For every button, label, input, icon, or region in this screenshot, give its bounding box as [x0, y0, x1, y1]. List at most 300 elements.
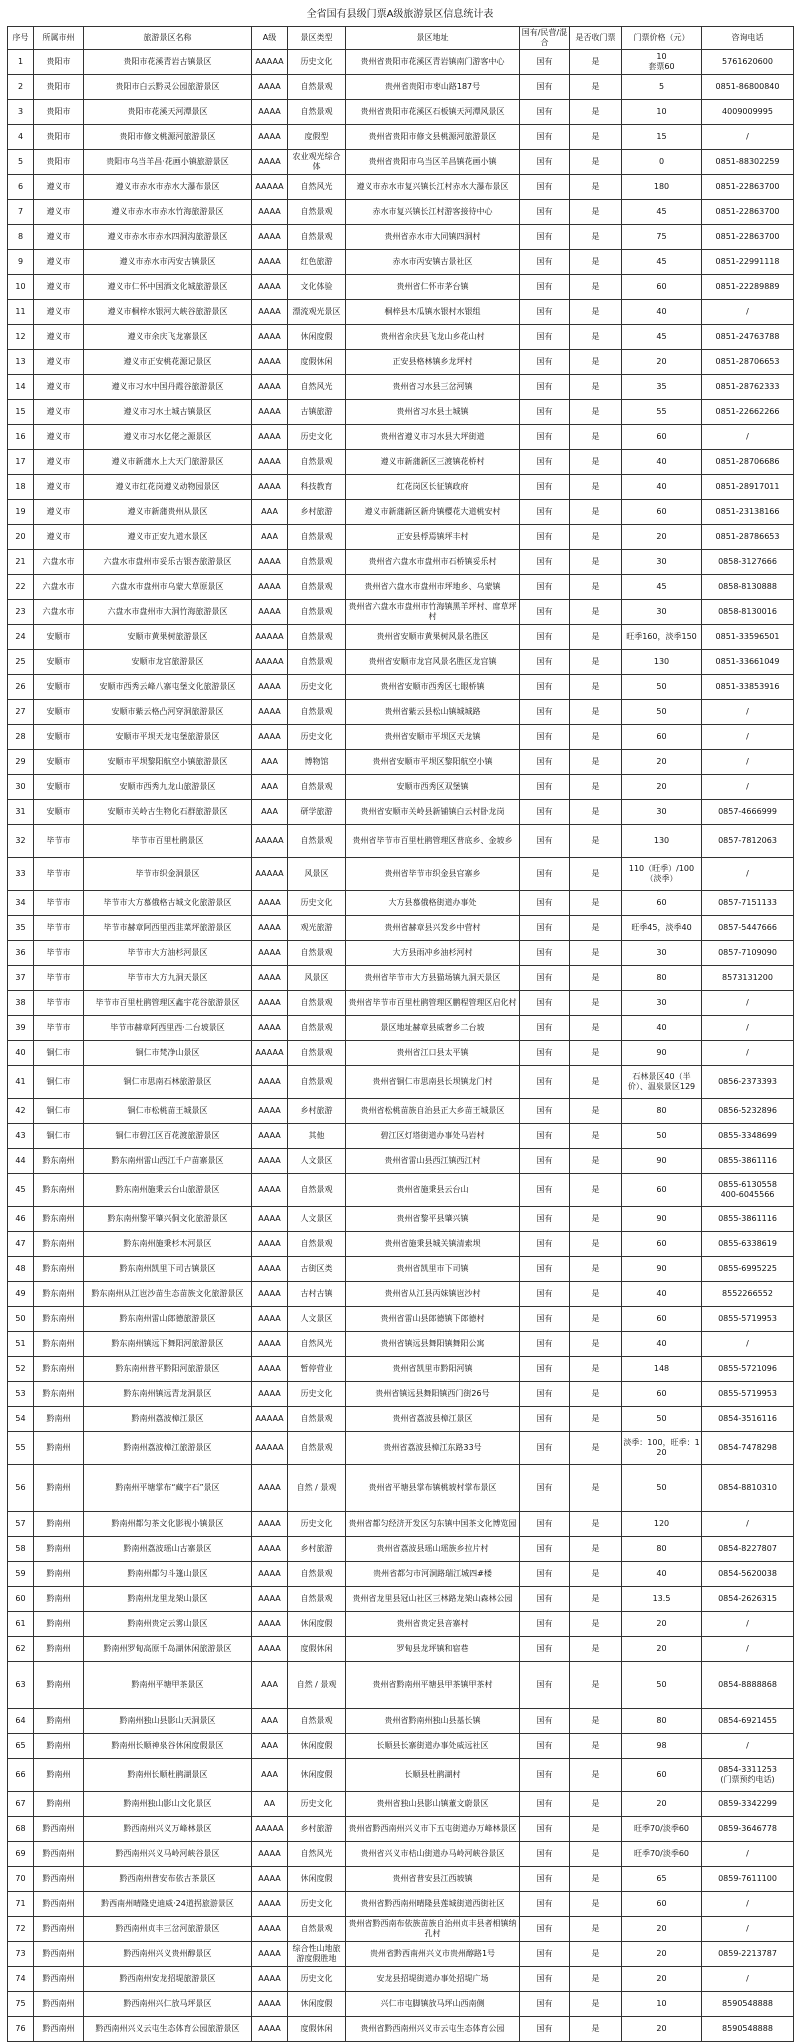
cell-col-grade: AAAA [252, 1357, 288, 1382]
cell-col-index: 41 [8, 1066, 34, 1099]
cell-col-type: 古村古镇 [288, 1282, 346, 1307]
cell-col-phone: 0855-5719953 [702, 1382, 794, 1407]
cell-col-index: 47 [8, 1232, 34, 1257]
cell-col-ticketed: 是 [570, 500, 622, 525]
table-row [8, 1282, 794, 1307]
cell-col-ownership: 国有 [520, 1817, 570, 1842]
cell-col-ticketed: 是 [570, 1357, 622, 1382]
cell-col-name: 黔南州都匀茶文化影视小镇景区 [84, 1512, 252, 1537]
cell-col-city: 黔西南州 [34, 1892, 84, 1917]
cell-col-name: 铜仁市梵净山景区 [84, 1041, 252, 1066]
cell-col-type: 历史文化 [288, 1892, 346, 1917]
cell-col-price: 20 [622, 2017, 702, 2042]
cell-col-city: 黔南州 [34, 1637, 84, 1662]
cell-col-price: 130 [622, 650, 702, 675]
cell-col-city: 安顺市 [34, 800, 84, 825]
cell-col-type: 自然景观 [288, 941, 346, 966]
cell-col-type: 自然景观 [288, 1232, 346, 1257]
cell-col-name: 贵阳市花溪天河潭景区 [84, 100, 252, 125]
cell-col-grade: AAAA [252, 891, 288, 916]
cell-col-index: 45 [8, 1174, 34, 1207]
cell-col-type: 自然景观 [288, 1016, 346, 1041]
table-row [8, 350, 794, 375]
cell-col-price: 50 [622, 1124, 702, 1149]
cell-col-grade: AAAA [252, 1465, 288, 1512]
cell-col-price: 45 [622, 325, 702, 350]
cell-col-type: 度假型 [288, 125, 346, 150]
cell-col-phone: 8573131200 [702, 966, 794, 991]
cell-col-city: 毕节市 [34, 858, 84, 891]
table-row [8, 450, 794, 475]
cell-col-price: 50 [622, 1407, 702, 1432]
cell-col-ticketed: 是 [570, 1662, 622, 1709]
cell-col-grade: AAAA [252, 225, 288, 250]
cell-col-index: 21 [8, 550, 34, 575]
cell-col-ticketed: 是 [570, 1612, 622, 1637]
scenic-area-table [7, 26, 794, 2042]
cell-col-address: 贵州省雷山县郎德镇下郎德村 [346, 1307, 520, 1332]
cell-col-city: 遵义市 [34, 250, 84, 275]
cell-col-name: 安顺市龙宫旅游景区 [84, 650, 252, 675]
cell-col-price: 30 [622, 800, 702, 825]
cell-col-grade: AAAA [252, 475, 288, 500]
cell-col-phone: 4009009995 [702, 100, 794, 125]
cell-col-grade: AAAAA [252, 1432, 288, 1465]
cell-col-ownership: 国有 [520, 1066, 570, 1099]
cell-col-name: 毕节市大方油杉河景区 [84, 941, 252, 966]
cell-col-grade: AAAA [252, 1967, 288, 1992]
cell-col-phone: / [702, 1734, 794, 1759]
cell-col-price: 148 [622, 1357, 702, 1382]
cell-col-price: 60 [622, 891, 702, 916]
cell-col-index: 67 [8, 1792, 34, 1817]
cell-col-ticketed: 是 [570, 1016, 622, 1041]
cell-col-grade: AAAAA [252, 1817, 288, 1842]
cell-col-type: 古街区类 [288, 1257, 346, 1282]
cell-col-name: 黔西南州兴义万峰林景区 [84, 1817, 252, 1842]
cell-col-price: 20 [622, 1612, 702, 1637]
cell-col-grade: AAAA [252, 1149, 288, 1174]
table-row [8, 858, 794, 891]
cell-col-ticketed: 是 [570, 350, 622, 375]
cell-col-type: 自然风光 [288, 1842, 346, 1867]
table-row [8, 1232, 794, 1257]
cell-col-type: 度假休闲 [288, 1637, 346, 1662]
cell-col-index: 14 [8, 375, 34, 400]
cell-col-address: 贵州省黔西南布依族苗族自治州贞丰县者相镇纳孔村 [346, 1917, 520, 1942]
table-row [8, 250, 794, 275]
cell-col-address: 正安县桴焉镇坪丰村 [346, 525, 520, 550]
cell-col-address: 正安县格林镇乡龙坪村 [346, 350, 520, 375]
cell-col-grade: AAAA [252, 1842, 288, 1867]
cell-col-phone: 8590548888 [702, 1992, 794, 2017]
cell-col-name: 黔东南州镇远青龙洞景区 [84, 1382, 252, 1407]
cell-col-ownership: 国有 [520, 1282, 570, 1307]
cell-col-phone: 0851-28706686 [702, 450, 794, 475]
cell-col-phone: / [702, 1041, 794, 1066]
cell-col-city: 黔南州 [34, 1734, 84, 1759]
cell-col-ownership: 国有 [520, 1232, 570, 1257]
cell-col-index: 72 [8, 1917, 34, 1942]
cell-col-phone: 5761620600 [702, 50, 794, 75]
cell-col-grade: AAAA [252, 1867, 288, 1892]
table-row [8, 966, 794, 991]
cell-col-ownership: 国有 [520, 1792, 570, 1817]
cell-col-ticketed: 是 [570, 1817, 622, 1842]
cell-col-index: 74 [8, 1967, 34, 1992]
cell-col-city: 黔南州 [34, 1662, 84, 1709]
cell-col-name: 黔南州荔波瑶山古寨景区 [84, 1537, 252, 1562]
cell-col-name: 黔西南州安龙招堤旅游景区 [84, 1967, 252, 1992]
cell-col-index: 16 [8, 425, 34, 450]
cell-col-type: 自然景观 [288, 1041, 346, 1066]
cell-col-city: 安顺市 [34, 700, 84, 725]
table-row [8, 1759, 794, 1792]
cell-col-phone: 8552266552 [702, 1282, 794, 1307]
cell-col-phone: 0857-7151133 [702, 891, 794, 916]
cell-col-ticketed: 是 [570, 1066, 622, 1099]
cell-col-index: 38 [8, 991, 34, 1016]
cell-col-type: 历史文化 [288, 1792, 346, 1817]
cell-col-ownership: 国有 [520, 425, 570, 450]
cell-col-grade: AAAA [252, 1537, 288, 1562]
cell-col-index: 73 [8, 1942, 34, 1967]
cell-col-type: 历史文化 [288, 50, 346, 75]
cell-col-grade: AAAA [252, 600, 288, 625]
cell-col-price: 旺季70/淡季60 [622, 1817, 702, 1842]
cell-col-city: 安顺市 [34, 725, 84, 750]
cell-col-address: 贵州省黔西南州兴义市贵州醇路1号 [346, 1942, 520, 1967]
cell-col-price: 60 [622, 1382, 702, 1407]
cell-col-ticketed: 是 [570, 1282, 622, 1307]
header-col-name: 旅游景区名称 [84, 27, 252, 50]
cell-col-name: 贵阳市白云黔灵公园旅游景区 [84, 75, 252, 100]
cell-col-grade: AAAA [252, 100, 288, 125]
table-row [8, 916, 794, 941]
cell-col-address: 贵州省兴义市桔山街道办马岭河峡谷景区 [346, 1842, 520, 1867]
cell-col-price: 0 [622, 150, 702, 175]
cell-col-type: 休闲度假 [288, 325, 346, 350]
cell-col-city: 遵义市 [34, 275, 84, 300]
cell-col-ownership: 国有 [520, 1537, 570, 1562]
header-col-ownership: 国有/民营/混合 [520, 27, 570, 50]
table-row [8, 1041, 794, 1066]
cell-col-ticketed: 是 [570, 775, 622, 800]
cell-col-grade: AAAA [252, 425, 288, 450]
cell-col-address: 长顺县杜鹃湖村 [346, 1759, 520, 1792]
cell-col-name: 黔东南州雷山郎德旅游景区 [84, 1307, 252, 1332]
cell-col-ticketed: 是 [570, 825, 622, 858]
cell-col-ownership: 国有 [520, 400, 570, 425]
cell-col-index: 20 [8, 525, 34, 550]
table-row [8, 1892, 794, 1917]
cell-col-address: 贵州省镇远县舞阳镇西门街26号 [346, 1382, 520, 1407]
cell-col-phone: / [702, 425, 794, 450]
table-row [8, 550, 794, 575]
cell-col-price: 35 [622, 375, 702, 400]
cell-col-price: 20 [622, 1942, 702, 1967]
cell-col-address: 贵州省荔波县樟江东路33号 [346, 1432, 520, 1465]
document [7, 0, 793, 2042]
cell-col-ownership: 国有 [520, 1892, 570, 1917]
cell-col-ownership: 国有 [520, 1867, 570, 1892]
cell-col-ownership: 国有 [520, 225, 570, 250]
table-row [8, 200, 794, 225]
cell-col-name: 遵义市仁怀中国酒文化城旅游景区 [84, 275, 252, 300]
table-row [8, 300, 794, 325]
table-row [8, 1099, 794, 1124]
cell-col-name: 黔南州荔波樟江景区 [84, 1407, 252, 1432]
cell-col-ticketed: 是 [570, 525, 622, 550]
cell-col-type: 自然景观 [288, 700, 346, 725]
cell-col-address: 景区地址赫章县威奢乡二台坡 [346, 1016, 520, 1041]
cell-col-name: 遵义市正安九道水景区 [84, 525, 252, 550]
cell-col-ticketed: 是 [570, 100, 622, 125]
cell-col-city: 安顺市 [34, 675, 84, 700]
cell-col-price: 90 [622, 1257, 702, 1282]
cell-col-index: 1 [8, 50, 34, 75]
cell-col-city: 黔南州 [34, 1537, 84, 1562]
cell-col-grade: AAA [252, 1759, 288, 1792]
cell-col-index: 10 [8, 275, 34, 300]
cell-col-index: 57 [8, 1512, 34, 1537]
cell-col-address: 遵义市赤水市复兴镇长江村赤水大瀑布景区 [346, 175, 520, 200]
cell-col-price: 60 [622, 1307, 702, 1332]
cell-col-type: 历史文化 [288, 675, 346, 700]
cell-col-city: 黔南州 [34, 1465, 84, 1512]
cell-col-city: 黔西南州 [34, 1942, 84, 1967]
cell-col-index: 30 [8, 775, 34, 800]
cell-col-ticketed: 是 [570, 475, 622, 500]
cell-col-type: 历史文化 [288, 1967, 346, 1992]
cell-col-address: 罗甸县龙坪镇和宿巷 [346, 1637, 520, 1662]
cell-col-phone: 0855-5719953 [702, 1307, 794, 1332]
cell-col-phone: / [702, 750, 794, 775]
cell-col-index: 11 [8, 300, 34, 325]
cell-col-name: 遵义市赤水市赤水四洞沟旅游景区 [84, 225, 252, 250]
cell-col-price: 30 [622, 600, 702, 625]
cell-col-index: 7 [8, 200, 34, 225]
cell-col-type: 自然景观 [288, 1587, 346, 1612]
cell-col-ownership: 国有 [520, 725, 570, 750]
cell-col-ticketed: 是 [570, 300, 622, 325]
cell-col-city: 黔东南州 [34, 1307, 84, 1332]
cell-col-grade: AAA [252, 500, 288, 525]
cell-col-address: 贵州省仁怀市茅台镇 [346, 275, 520, 300]
cell-col-price: 10 套票60 [622, 50, 702, 75]
cell-col-type: 历史文化 [288, 725, 346, 750]
cell-col-city: 遵义市 [34, 525, 84, 550]
cell-col-grade: AAAA [252, 1307, 288, 1332]
cell-col-grade: AAA [252, 750, 288, 775]
cell-col-type: 自然景观 [288, 600, 346, 625]
cell-col-name: 黔南州都匀斗篷山景区 [84, 1562, 252, 1587]
cell-col-grade: AAAA [252, 1612, 288, 1637]
table-row [8, 1537, 794, 1562]
table-row [8, 1357, 794, 1382]
cell-col-ticketed: 是 [570, 1257, 622, 1282]
cell-col-index: 5 [8, 150, 34, 175]
cell-col-ownership: 国有 [520, 75, 570, 100]
cell-col-type: 红色旅游 [288, 250, 346, 275]
table-row [8, 1992, 794, 2017]
cell-col-type: 自然风光 [288, 1332, 346, 1357]
cell-col-phone: 0856-2373393 [702, 1066, 794, 1099]
cell-col-city: 毕节市 [34, 1016, 84, 1041]
cell-col-phone: 0854-5620038 [702, 1562, 794, 1587]
table-row [8, 375, 794, 400]
cell-col-ownership: 国有 [520, 1357, 570, 1382]
cell-col-type: 自然景观 [288, 450, 346, 475]
cell-col-name: 黔东南州凯里下司古镇景区 [84, 1257, 252, 1282]
cell-col-price: 50 [622, 1465, 702, 1512]
cell-col-grade: AAAA [252, 1992, 288, 2017]
cell-col-index: 31 [8, 800, 34, 825]
cell-col-name: 黔东南州镇远下舞阳河旅游景区 [84, 1332, 252, 1357]
cell-col-address: 贵州省安顺市平坝区黎阳航空小镇 [346, 750, 520, 775]
cell-col-price: 20 [622, 775, 702, 800]
cell-col-address: 贵州省赤水市大同镇四洞村 [346, 225, 520, 250]
cell-col-index: 69 [8, 1842, 34, 1867]
cell-col-type: 休闲度假 [288, 1867, 346, 1892]
cell-col-city: 黔西南州 [34, 1817, 84, 1842]
cell-col-grade: AAAA [252, 1282, 288, 1307]
cell-col-type: 人文景区 [288, 1307, 346, 1332]
cell-col-grade: AAA [252, 1734, 288, 1759]
cell-col-ticketed: 是 [570, 1512, 622, 1537]
cell-col-grade: AAAA [252, 1016, 288, 1041]
cell-col-phone: 0851-28706653 [702, 350, 794, 375]
cell-col-index: 50 [8, 1307, 34, 1332]
cell-col-address: 贵州省黔南州平塘县甲茶镇甲茶村 [346, 1662, 520, 1709]
cell-col-name: 黔西南州贞丰三岔河旅游景区 [84, 1917, 252, 1942]
table-row [8, 1257, 794, 1282]
cell-col-address: 贵州省独山县影山镇董文蔚景区 [346, 1792, 520, 1817]
cell-col-phone: 0851-23138166 [702, 500, 794, 525]
cell-col-address: 大方县雨冲乡油杉河村 [346, 941, 520, 966]
cell-col-phone: / [702, 1332, 794, 1357]
cell-col-name: 安顺市平坝天龙屯堡旅游景区 [84, 725, 252, 750]
cell-col-type: 历史文化 [288, 891, 346, 916]
cell-col-type: 自然景观 [288, 625, 346, 650]
cell-col-phone: 0859-2213787 [702, 1942, 794, 1967]
cell-col-city: 毕节市 [34, 991, 84, 1016]
cell-col-ticketed: 是 [570, 1917, 622, 1942]
cell-col-ownership: 国有 [520, 100, 570, 125]
cell-col-price: 90 [622, 1041, 702, 1066]
cell-col-address: 长顺县长寨街道办事处威远社区 [346, 1734, 520, 1759]
cell-col-type: 人文景区 [288, 1149, 346, 1174]
cell-col-type: 自然景观 [288, 525, 346, 550]
cell-col-city: 六盘水市 [34, 600, 84, 625]
header-col-phone: 咨询电话 [702, 27, 794, 50]
cell-col-price: 20 [622, 1792, 702, 1817]
cell-col-price: 75 [622, 225, 702, 250]
cell-col-ownership: 国有 [520, 575, 570, 600]
cell-col-index: 12 [8, 325, 34, 350]
cell-col-ownership: 国有 [520, 300, 570, 325]
table-row [8, 1817, 794, 1842]
cell-col-price: 80 [622, 1709, 702, 1734]
cell-col-city: 黔西南州 [34, 1867, 84, 1892]
cell-col-city: 黔东南州 [34, 1149, 84, 1174]
header-col-index: 序号 [8, 27, 34, 50]
cell-col-price: 10 [622, 100, 702, 125]
cell-col-price: 40 [622, 1562, 702, 1587]
cell-col-address: 贵州省遵义市习水县大坪街道 [346, 425, 520, 450]
cell-col-type: 自然 / 景观 [288, 1662, 346, 1709]
cell-col-city: 毕节市 [34, 966, 84, 991]
table-row [8, 1917, 794, 1942]
cell-col-ownership: 国有 [520, 525, 570, 550]
cell-col-address: 贵州省贵阳市枣山路187号 [346, 75, 520, 100]
cell-col-address: 碧江区灯塔街道办事处马岩村 [346, 1124, 520, 1149]
cell-col-name: 安顺市关岭古生物化石群旅游景区 [84, 800, 252, 825]
header-col-ticketed: 是否收门票 [570, 27, 622, 50]
cell-col-price: 50 [622, 675, 702, 700]
cell-col-address: 贵州省毕节市大方县猫场镇九洞天景区 [346, 966, 520, 991]
cell-col-phone: 0855-6130558 400-6045566 [702, 1174, 794, 1207]
cell-col-index: 52 [8, 1357, 34, 1382]
cell-col-phone: 0854-8888868 [702, 1662, 794, 1709]
table-row [8, 800, 794, 825]
cell-col-grade: AAAAA [252, 1041, 288, 1066]
cell-col-address: 贵州省施秉县城关镇清索坝 [346, 1232, 520, 1257]
table-row [8, 725, 794, 750]
cell-col-grade: AAAA [252, 75, 288, 100]
cell-col-ownership: 国有 [520, 650, 570, 675]
cell-col-ticketed: 是 [570, 800, 622, 825]
cell-col-grade: AAAA [252, 350, 288, 375]
cell-col-ownership: 国有 [520, 1587, 570, 1612]
cell-col-index: 23 [8, 600, 34, 625]
cell-col-phone: 0851-33596501 [702, 625, 794, 650]
cell-col-index: 18 [8, 475, 34, 500]
cell-col-city: 黔西南州 [34, 2017, 84, 2042]
header-col-address: 景区地址 [346, 27, 520, 50]
cell-col-index: 33 [8, 858, 34, 891]
cell-col-city: 贵阳市 [34, 125, 84, 150]
cell-col-name: 贵阳市修文桃源河旅游景区 [84, 125, 252, 150]
cell-col-phone: 0851-24763788 [702, 325, 794, 350]
cell-col-phone: / [702, 725, 794, 750]
cell-col-name: 毕节市大方慕俄格古城文化旅游景区 [84, 891, 252, 916]
table-row [8, 50, 794, 75]
cell-col-city: 黔东南州 [34, 1257, 84, 1282]
cell-col-name: 黔西南州兴义贵州醇景区 [84, 1942, 252, 1967]
table-row [8, 325, 794, 350]
cell-col-ownership: 国有 [520, 858, 570, 891]
cell-col-phone: / [702, 991, 794, 1016]
cell-col-name: 黔东南州施秉云台山旅游景区 [84, 1174, 252, 1207]
cell-col-address: 贵州省铜仁市思南县长坝镇龙门村 [346, 1066, 520, 1099]
cell-col-phone: 0851-28786653 [702, 525, 794, 550]
cell-col-name: 贵阳市乌当羊昌·花画小镇旅游景区 [84, 150, 252, 175]
cell-col-phone: 0854-6921455 [702, 1709, 794, 1734]
table-row [8, 1124, 794, 1149]
cell-col-name: 遵义市新蒲水上大天门旅游景区 [84, 450, 252, 475]
table-row [8, 400, 794, 425]
cell-col-name: 黔南州平塘甲茶景区 [84, 1662, 252, 1709]
cell-col-name: 遵义市红花岗遵义动物园景区 [84, 475, 252, 500]
cell-col-ticketed: 是 [570, 675, 622, 700]
cell-col-ticketed: 是 [570, 966, 622, 991]
cell-col-city: 黔东南州 [34, 1357, 84, 1382]
cell-col-phone: 0857-7812063 [702, 825, 794, 858]
cell-col-grade: AAAA [252, 1382, 288, 1407]
cell-col-name: 黔西南州兴义云屯生态体育公园旅游景区 [84, 2017, 252, 2042]
cell-col-ticketed: 是 [570, 1149, 622, 1174]
